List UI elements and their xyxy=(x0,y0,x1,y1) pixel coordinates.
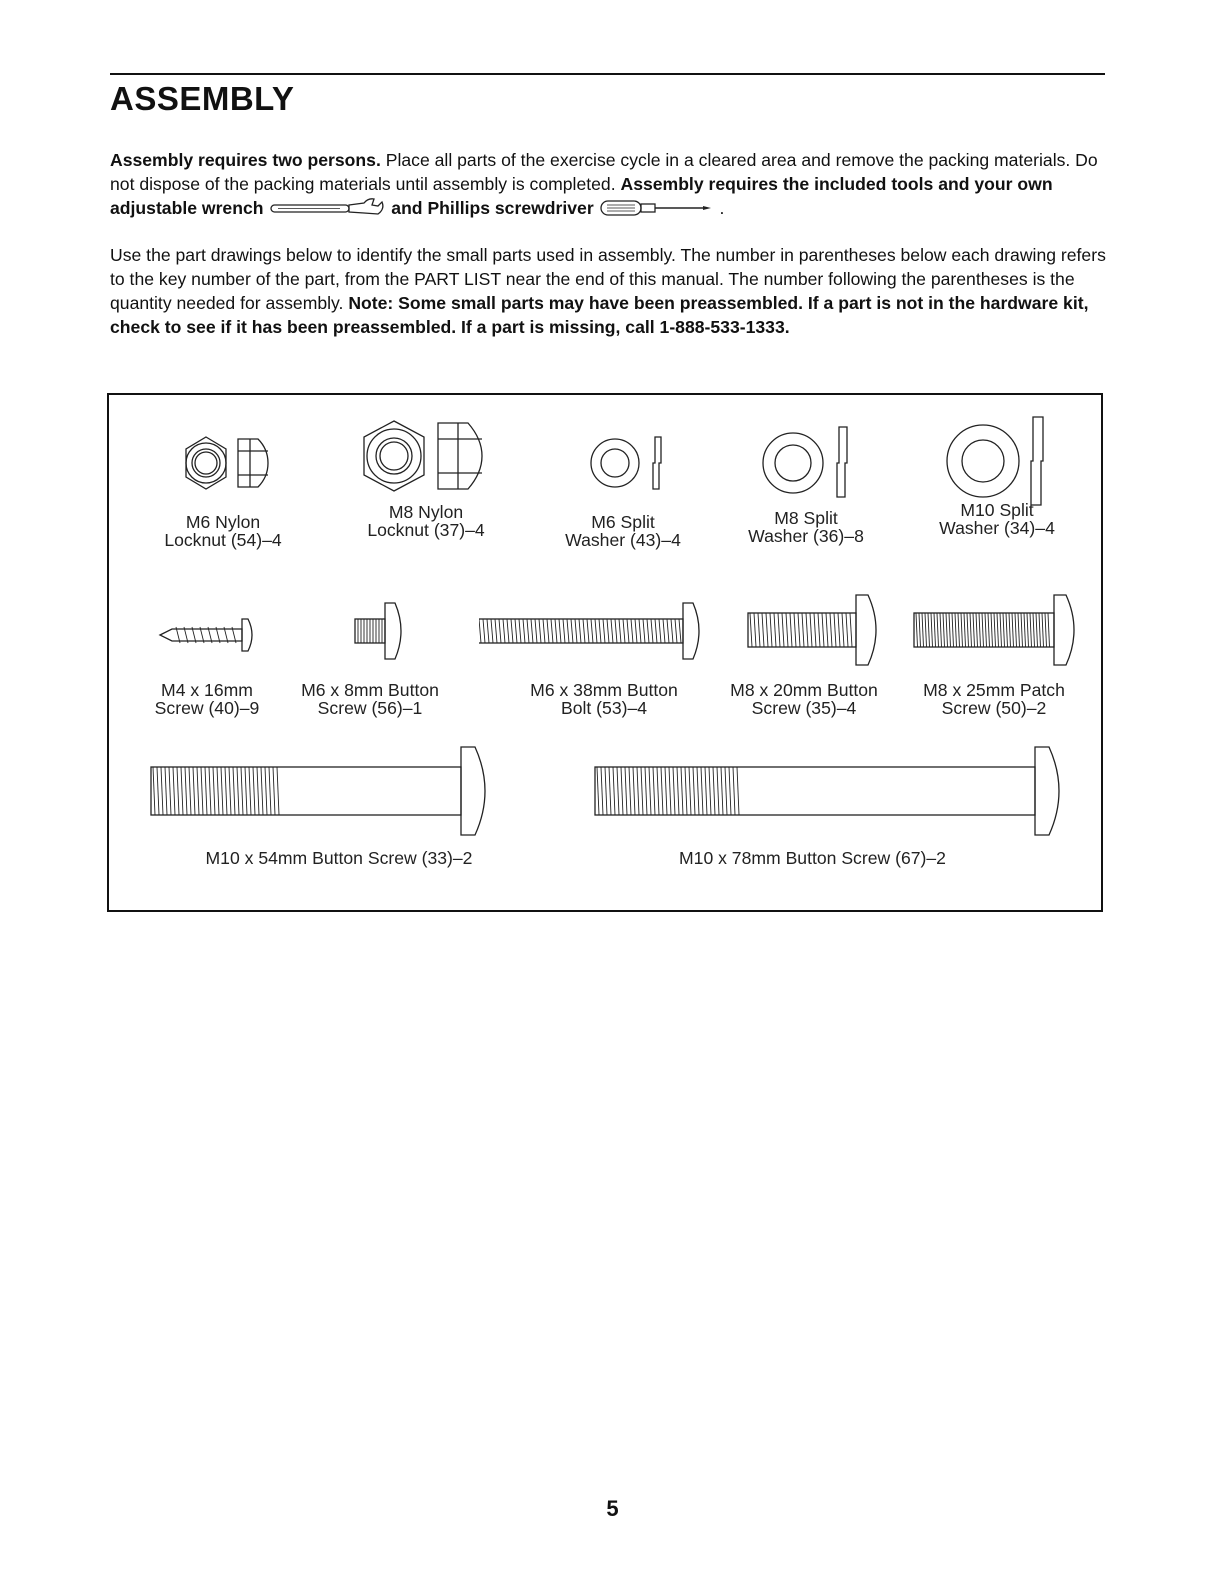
part-label-line1: M6 Split xyxy=(591,512,655,532)
m8-screw-drawing xyxy=(724,591,884,671)
part-m8-patch-screw xyxy=(899,591,1089,717)
part-label-line1: M8 Split xyxy=(774,508,838,528)
m8-locknut-drawing xyxy=(346,413,506,513)
m6-washer-drawing xyxy=(563,423,683,513)
part-m6-button-bolt xyxy=(479,595,729,717)
part-label-line1: M6 Nylon xyxy=(185,512,261,532)
part-label-line1: M10 x 54mm Button Screw (33)–2 xyxy=(205,848,473,868)
part-m8-button-screw xyxy=(709,591,899,717)
instructions-note: Note: Some small parts may have been preassembled. If a part is not in the hardware kit, check to see if it has been preassembled. If a part is missing, call 1-888-533-1333. xyxy=(110,293,1089,337)
part-m6-button-screw xyxy=(285,595,455,717)
part-label-line1: M8 Nylon xyxy=(388,502,464,522)
m10-78mm-screw-drawing xyxy=(589,745,1079,837)
intro-text-5: . xyxy=(714,198,725,218)
m10-washer-drawing xyxy=(927,411,1067,513)
m6-screw-drawing xyxy=(315,595,425,669)
m10-54mm-screw-drawing xyxy=(139,745,539,837)
phillips-screwdriver-icon xyxy=(599,198,715,224)
page-number: 5 xyxy=(606,1496,619,1521)
m8-washer-drawing xyxy=(741,419,871,513)
instructions-text: Use the part drawings below to identify the small parts used in assembly. The number in parentheses below each drawing refers to the key number of the part, from the PART LIST near the end of this manual. The number following the parentheses is the quantity needed for assembly. xyxy=(110,245,1106,313)
part-m6-split-washer xyxy=(539,423,707,549)
intro-bold-4: and Phillips screwdriver xyxy=(386,198,594,218)
part-label-line1: M6 x 38mm Button xyxy=(530,680,678,700)
part-label-line1: M10 x 78mm Button Screw (67)–2 xyxy=(679,848,946,868)
part-label-line2: Washer (34)–4 xyxy=(939,518,1055,538)
part-label-line2: Bolt (53)–4 xyxy=(560,698,648,718)
adjustable-wrench-icon xyxy=(268,196,386,224)
intro-bold-3: Assembly requires the included tools and your own adjustable wrench xyxy=(110,174,1053,218)
m6-locknut-drawing xyxy=(158,423,288,513)
part-label-line1: M6 x 8mm Button xyxy=(301,680,439,700)
parts-box xyxy=(107,393,1103,912)
part-label-line2: Screw (56)–1 xyxy=(317,698,423,718)
page-title: ASSEMBLY xyxy=(110,80,295,117)
part-label-line1: M4 x 16mm xyxy=(161,680,253,700)
part-m8-nylon-locknut xyxy=(342,413,510,539)
part-m10-54mm-button-screw xyxy=(139,745,539,867)
part-label-line1: M10 Split xyxy=(960,500,1034,520)
instructions-paragraph xyxy=(110,243,1106,339)
part-m8-split-washer xyxy=(722,419,890,545)
part-label-line2: Locknut (54)–4 xyxy=(164,530,282,550)
m8-patch-screw-drawing xyxy=(904,591,1084,671)
m6-bolt-drawing xyxy=(479,595,729,669)
part-label-line2: Washer (36)–8 xyxy=(748,526,864,546)
m4-screw-drawing xyxy=(152,605,262,665)
intro-bold-1: Assembly requires two persons. xyxy=(110,150,381,170)
intro-paragraph xyxy=(110,148,1106,224)
part-m4-screw xyxy=(137,605,277,717)
part-m10-78mm-button-screw xyxy=(589,745,1079,867)
intro-text-2: Place all parts of the exercise cycle in a cleared area and remove the packing materials. Do not dispose of the packing materials until assembly is completed. xyxy=(110,150,1098,194)
part-label-line1: M8 x 20mm Button xyxy=(730,680,878,700)
part-label-line2: Washer (43)–4 xyxy=(565,530,681,550)
part-label-line2: Screw (50)–2 xyxy=(941,698,1047,718)
part-label-line2: Screw (35)–4 xyxy=(751,698,857,718)
part-m10-split-washer xyxy=(913,411,1081,537)
part-label-line2: Screw (40)–9 xyxy=(154,698,260,718)
part-m6-nylon-locknut xyxy=(139,423,307,549)
part-label-line1: M8 x 25mm Patch xyxy=(923,680,1065,700)
part-label-line2: Locknut (37)–4 xyxy=(367,520,485,540)
title-rule xyxy=(110,73,1105,75)
